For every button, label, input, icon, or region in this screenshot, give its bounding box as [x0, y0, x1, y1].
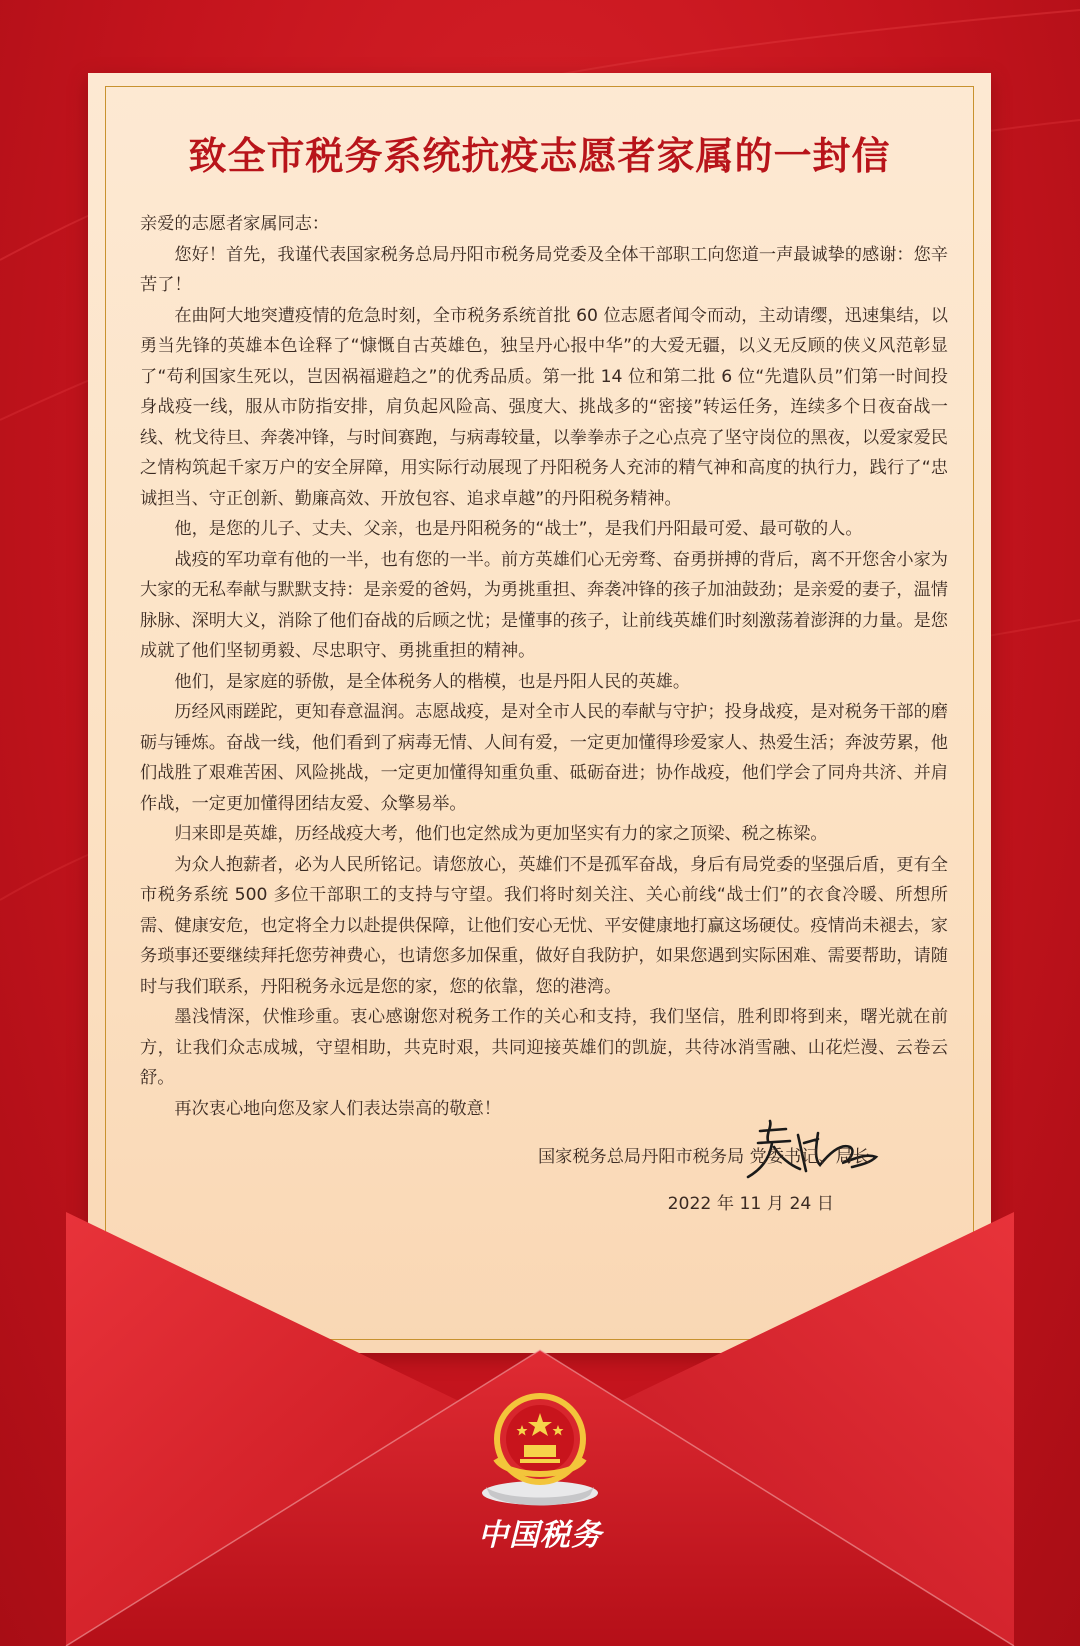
letter-paragraph: 您好！首先，我谨代表国家税务总局丹阳市税务局党委及全体干部职工向您道一声最诚挚的感谢：您辛苦了！	[140, 244, 948, 295]
tax-emblem-icon	[472, 1383, 608, 1518]
letter-paragraph: 墨浅情深，伏惟珍重。衷心感谢您对税务工作的关心和支持，我们坚信，胜利即将到来，曙光就在前方，让我们众志成城，守望相助，共克时艰，共同迎接英雄们的凯旋，共待冰消雪融、山花烂漫、云卷云舒。	[140, 1007, 948, 1088]
letter-title: 致全市税务系统抗疫志愿者家属的一封信	[188, 133, 891, 178]
letter-paragraph: 他们，是家庭的骄傲，是全体税务人的楷模，也是丹阳人民的英雄。	[174, 671, 691, 692]
letter-paragraph: 在曲阿大地突遭疫情的危急时刻，全市税务系统首批 60 位志愿者闻令而动，主动请缨，迅速集结，以勇当先锋的英雄本色诠释了“慷慨自古英雄色，独呈丹心报中华”的大爱无疆，以义无反顾的侠义风范彰显了“苟利国家生死以，岂因祸福避趋之”的优秀品质。第一批 14 位和第二批 6 位“先遣队员”们第一时间投身战疫一线，服从市防指安排，肩负起风险高、强度大、挑战多的“密接”转运任务，连续多个日夜奋战一线、枕戈待旦、奔袭冲锋，与时间赛跑，与病毒较量，以拳拳赤子之心点亮了坚守岗位的黑夜，以爱家爱民之情构筑起千家万户的安全屏障，用实际行动展现了丹阳税务人充沛的精气神和高度的执行力，践行了“忠诚担当、守正创新、勤廉高效、开放包容、追求卓越”的丹阳税务精神。	[140, 305, 948, 509]
letter-paragraph: 为众人抱薪者，必为人民所铭记。请您放心，英雄们不是孤军奋战，身后有局党委的坚强后盾，更有全市税务系统 500 多位干部职工的支持与守望。我们将时刻关注、关心前线“战士们”的衣食冷暖、所想所需、健康安危，也定将全力以赴提供保障，让他们安心无忧、平安健康地打赢这场硬仗。疫情尚未褪去，家务琐事还要继续拜托您劳神费心，也请您多加保重，做好自我防护，如果您遇到实际困难、需要帮助，请随时与我们联系，丹阳税务永远是您的家，您的依靠，您的港湾。	[140, 854, 948, 997]
letter-paragraph: 归来即是英雄，历经战疫大考，他们也定然成为更加坚实有力的家之顶梁、税之栋梁。	[174, 824, 828, 844]
letter-body	[140, 209, 948, 1124]
signatory-line: 国家税务总局丹阳市税务局 党委书记、局长	[537, 1147, 870, 1167]
letter-salutation: 亲爱的志愿者家属同志：	[140, 214, 330, 234]
letter-paragraph: 他，是您的儿子、丈夫、父亲，也是丹阳税务的“战士”，是我们丹阳最可爱、最可敬的人。	[174, 519, 863, 539]
letter-date: 2022 年 11 月 24 日	[667, 1194, 834, 1214]
letter-closing: 再次衷心地向您及家人们表达崇高的敬意！	[174, 1098, 501, 1119]
letter-paragraph: 历经风雨蹉跎，更知春意温润。志愿战疫，是对全市人民的奉献与守护；投身战疫，是对税务干部的磨砺与锤炼。奋战一线，他们看到了病毒无情、人间有爱，一定更加懂得珍爱家人、热爱生活；奔波劳累，他们战胜了艰难苦困、风险挑战，一定更加懂得知重负重、砥砺奋进；协作战疫，他们学会了同舟共济、并肩作战，一定更加懂得团结友爱、众擎易举。	[140, 702, 948, 814]
emblem-text: 中国税务	[478, 1518, 602, 1553]
letter-paragraph: 战疫的军功章有他的一半，也有您的一半。前方英雄们心无旁骛、奋勇拼搏的背后，离不开您舍小家为大家的无私奉献与默默支持：是亲爱的爸妈，为勇挑重担、奔袭冲锋的孩子加油鼓劲；是亲爱的妻子，温情脉脉、深明大义，消除了他们奋战的后顾之忧；是懂事的孩子，让前线英雄们时刻激荡着澎湃的力量。是您成就了他们坚韧勇毅、尽忠职守、勇挑重担的精神。	[140, 549, 948, 661]
